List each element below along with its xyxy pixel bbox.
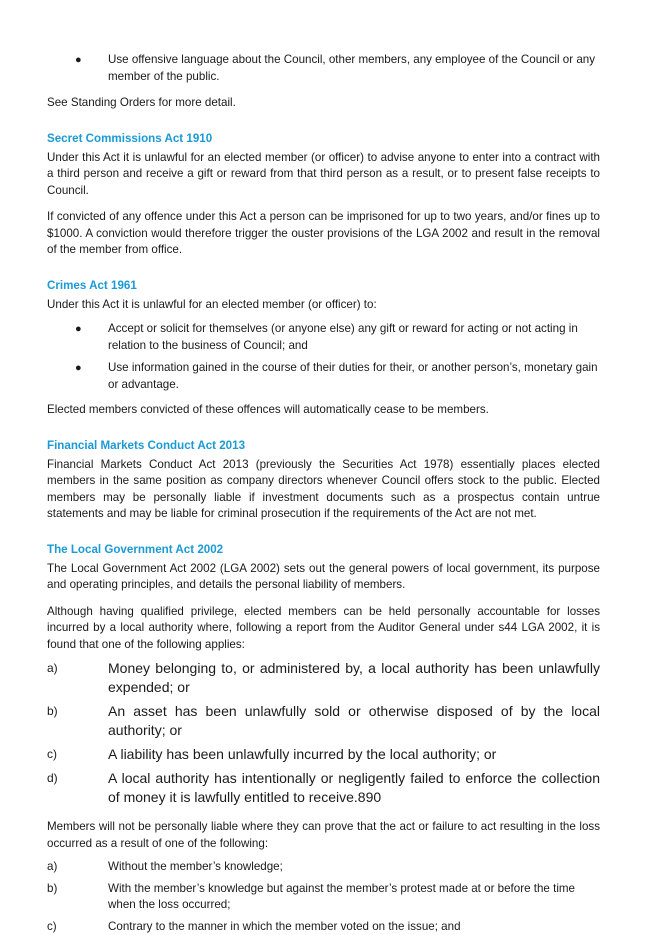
list-item [47, 881, 600, 914]
list-text: Without the member’s knowledge; [108, 860, 283, 873]
list-text: Money belonging to, or administered by, a local authority has been unlawfully expended; or [108, 660, 600, 695]
list-label: d) [47, 769, 58, 788]
heading-financial-markets: Financial Markets Conduct Act 2013 [47, 438, 600, 454]
intro-bullet-list [47, 52, 600, 85]
list-item [47, 321, 600, 354]
bullet-icon: ● [75, 360, 82, 377]
paragraph: Members will not be personally liable where they can prove that the act or failure to act resulting in the loss occurred as a result of one of the following: [47, 819, 600, 852]
list-item [47, 745, 600, 764]
list-label: b) [47, 702, 58, 721]
paragraph: Under this Act it is unlawful for an elected member (or officer) to advise anyone to enter into a contract with a third person and receive a gift or reward from that third person as a result, or to present false receipts to Council. [47, 150, 600, 200]
list-item [47, 859, 600, 876]
list-text: A local authority has intentionally or negligently failed to enforce the collection of money it is lawfully entitled to receive.890 [108, 770, 600, 805]
crimes-bullet-list [47, 321, 600, 393]
list-item [47, 52, 600, 85]
heading-crimes-act: Crimes Act 1961 [47, 278, 600, 294]
list-label: c) [47, 919, 57, 935]
bullet-text: Accept or solicit for themselves (or anyone else) any gift or reward for acting or not acting in relation to the business of Council; and [108, 322, 578, 352]
list-label: a) [47, 659, 58, 678]
list-text: A liability has been unlawfully incurred by the local authority; or [108, 746, 496, 762]
bullet-icon: ● [75, 52, 82, 69]
standing-orders-note: See Standing Orders for more detail. [47, 95, 600, 112]
paragraph: Financial Markets Conduct Act 2013 (previously the Securities Act 1978) essentially places elected members in the same position as company directors whenever Council offers stock to the public. Elected members may be personally liable if investment documents such as a prospectus contain untrue statements and may be liable for criminal prosecution if the requirements of the Act are not met. [47, 457, 600, 523]
paragraph: Elected members convicted of these offences will automatically cease to be members. [47, 402, 600, 419]
list-text: Contrary to the manner in which the member voted on the issue; and [108, 920, 461, 933]
paragraph: The Local Government Act 2002 (LGA 2002) sets out the general powers of local government, its purpose and operating principles, and details the personal liability of members. [47, 561, 600, 594]
document-page [47, 52, 600, 935]
liability-conditions-list [47, 659, 600, 807]
exemption-conditions-list [47, 859, 600, 935]
paragraph: Under this Act it is unlawful for an elected member (or officer) to: [47, 297, 600, 314]
bullet-text: Use information gained in the course of their duties for their, or another person’s, monetary gain or advantage. [108, 361, 598, 391]
list-text: An asset has been unlawfully sold or otherwise disposed of by the local authority; or [108, 703, 600, 738]
list-label: a) [47, 859, 57, 876]
bullet-text: Use offensive language about the Council, other members, any employee of the Council or any member of the public. [108, 53, 595, 83]
list-item [47, 919, 600, 935]
list-label: c) [47, 745, 57, 764]
paragraph: If convicted of any offence under this Act a person can be imprisoned for up to two years, and/or fines up to $1000. A conviction would therefore trigger the ouster provisions of the LGA 2002 and result in the removal of the member from office. [47, 209, 600, 259]
list-item [47, 769, 600, 807]
paragraph: Although having qualified privilege, elected members can be held personally accountable for losses incurred by a local authority where, following a report from the Auditor General under s44 LGA 2002, it is found that one of the following applies: [47, 604, 600, 654]
heading-secret-commissions: Secret Commissions Act 1910 [47, 131, 600, 147]
list-item [47, 360, 600, 393]
list-item [47, 659, 600, 697]
list-item [47, 702, 600, 740]
heading-local-government-act: The Local Government Act 2002 [47, 542, 600, 558]
list-text: With the member’s knowledge but against the member’s protest made at or before the time when the loss occurred; [108, 882, 575, 912]
list-label: b) [47, 881, 57, 898]
bullet-icon: ● [75, 321, 82, 338]
